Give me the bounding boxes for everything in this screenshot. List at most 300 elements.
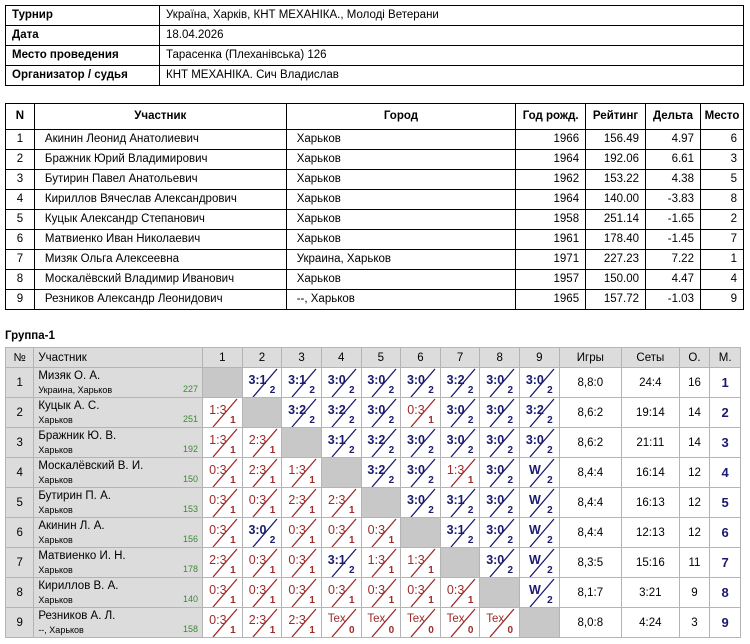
- match-result-cell[interactable]: [520, 518, 560, 548]
- grid-player-city: Харьков: [38, 445, 73, 455]
- match-score: 3:0: [248, 523, 267, 537]
- grid-row-number: 3: [6, 428, 34, 458]
- grid-place: 3: [710, 428, 741, 458]
- grid-row: [6, 518, 741, 548]
- match-result-cell[interactable]: [321, 518, 361, 548]
- match-result-cell[interactable]: [242, 578, 282, 608]
- match-result-cell[interactable]: [203, 578, 243, 608]
- participant-place: 9: [700, 290, 743, 310]
- grid-place: 2: [710, 398, 741, 428]
- match-score: 2:3: [288, 493, 306, 507]
- match-result-cell[interactable]: [480, 608, 520, 638]
- match-result-cell[interactable]: [440, 458, 480, 488]
- match-result-cell[interactable]: [401, 458, 441, 488]
- grid-sets: 4:24: [621, 608, 679, 638]
- match-result-cell[interactable]: [242, 488, 282, 518]
- match-score: 2:3: [209, 553, 227, 567]
- grid-self-cell: [321, 458, 361, 488]
- match-result-cell[interactable]: [480, 428, 520, 458]
- grid-player-name: Бражник Ю. В.: [38, 430, 117, 442]
- participant-rating: 153.22: [586, 170, 646, 190]
- match-result-cell[interactable]: [480, 548, 520, 578]
- participant-rating: 227.23: [586, 250, 646, 270]
- grid-player-rating: 178: [183, 564, 199, 574]
- participant-city: Харьков: [286, 210, 515, 230]
- match-result-cell[interactable]: [520, 428, 560, 458]
- match-points: 2: [507, 385, 514, 396]
- match-result-cell[interactable]: [321, 548, 361, 578]
- match-result-cell[interactable]: [401, 428, 441, 458]
- grid-header-opponent: 2: [242, 348, 282, 368]
- match-result-cell[interactable]: [440, 518, 480, 548]
- match-result-cell[interactable]: [520, 488, 560, 518]
- match-result-cell[interactable]: [203, 488, 243, 518]
- match-result-cell[interactable]: [440, 368, 480, 398]
- grid-player-rating: 251: [183, 414, 199, 424]
- match-result-cell[interactable]: [401, 578, 441, 608]
- grid-player-city: Украина, Харьков: [38, 385, 113, 395]
- match-points: 1: [230, 415, 236, 426]
- match-points: 1: [467, 475, 474, 486]
- grid-player-cell: [34, 518, 203, 548]
- match-score: 0:3: [288, 523, 306, 537]
- match-result-cell[interactable]: [282, 518, 322, 548]
- match-points: 0: [428, 625, 434, 636]
- participant-place: 3: [700, 150, 743, 170]
- match-result-cell[interactable]: [401, 548, 441, 578]
- match-result-cell[interactable]: [361, 398, 401, 428]
- match-score: 3:1: [327, 553, 346, 567]
- grid-player-cell: [34, 398, 203, 428]
- match-points: 2: [467, 535, 474, 546]
- grid-player-city: Харьков: [38, 565, 73, 575]
- participant-row: [6, 290, 744, 310]
- match-result-cell[interactable]: [203, 608, 243, 638]
- match-result-cell[interactable]: [361, 428, 401, 458]
- grid-row: [6, 548, 741, 578]
- match-score: 3:0: [446, 433, 465, 447]
- match-points: 1: [467, 595, 474, 606]
- match-result-cell[interactable]: [321, 488, 361, 518]
- match-points: 0: [467, 625, 474, 636]
- participant-rating: 178.40: [586, 230, 646, 250]
- info-value: Україна, Харків, КНТ МЕХАНІКА., Молоді Ветерани: [160, 6, 744, 26]
- match-result-cell[interactable]: [282, 368, 322, 398]
- grid-points: 12: [679, 518, 710, 548]
- match-points: 2: [428, 505, 434, 516]
- match-result-cell[interactable]: [282, 608, 322, 638]
- match-score: 0:3: [367, 583, 386, 597]
- info-key: Турнир: [6, 6, 160, 26]
- match-result-cell[interactable]: [520, 368, 560, 398]
- grid-row-number: 8: [6, 578, 34, 608]
- participant-n: 2: [6, 150, 35, 170]
- match-score: 3:1: [446, 523, 465, 537]
- participant-row: [6, 250, 744, 270]
- match-points: 2: [547, 565, 553, 576]
- participant-place: 4: [700, 270, 743, 290]
- match-points: 2: [388, 385, 395, 396]
- match-points: 2: [547, 595, 553, 606]
- participants-table: [5, 103, 744, 310]
- grid-self-cell: [242, 398, 282, 428]
- grid-player-rating: 153: [183, 504, 199, 514]
- grid-games: 8,6:2: [559, 428, 621, 458]
- match-score: 3:0: [486, 373, 505, 387]
- match-score: 0:3: [407, 403, 425, 417]
- grid-player-name: Акинин Л. А.: [38, 520, 105, 532]
- match-result-cell[interactable]: [440, 488, 480, 518]
- col-header-delta: Дельта: [646, 104, 701, 130]
- participant-year: 1958: [516, 210, 586, 230]
- grid-self-cell: [203, 368, 243, 398]
- match-result-cell[interactable]: [203, 548, 243, 578]
- grid-row: [6, 398, 741, 428]
- match-result-cell[interactable]: [242, 458, 282, 488]
- match-score: 3:0: [406, 433, 426, 447]
- participant-name: Кириллов Вячеслав Александрович: [34, 190, 286, 210]
- grid-points: 14: [679, 428, 710, 458]
- match-points: 1: [428, 565, 434, 576]
- match-score: 3:1: [446, 493, 465, 507]
- match-score: 3:0: [486, 523, 505, 537]
- grid-row-number: 4: [6, 458, 34, 488]
- match-score: 3:0: [367, 373, 386, 387]
- match-result-cell[interactable]: [321, 368, 361, 398]
- match-result-cell[interactable]: [203, 458, 243, 488]
- grid-row-number: 1: [6, 368, 34, 398]
- grid-place: 4: [710, 458, 741, 488]
- match-result-cell[interactable]: [361, 578, 401, 608]
- group-title: Группа-1: [5, 330, 55, 342]
- match-points: 1: [309, 595, 315, 606]
- participant-delta: -1.03: [646, 290, 701, 310]
- match-points: 1: [230, 565, 236, 576]
- match-score: 1:3: [209, 403, 227, 417]
- match-score: 3:2: [288, 403, 307, 417]
- match-points: 2: [428, 385, 434, 396]
- participant-place: 8: [700, 190, 743, 210]
- match-result-cell[interactable]: [282, 458, 322, 488]
- match-score: 3:2: [446, 373, 465, 387]
- match-score: 3:0: [525, 433, 544, 447]
- grid-player-rating: 150: [183, 474, 199, 484]
- grid-row: [6, 578, 741, 608]
- match-result-cell[interactable]: [480, 488, 520, 518]
- match-result-cell[interactable]: [282, 548, 322, 578]
- info-value: Тарасенка (Плеханівська) 126: [160, 46, 744, 66]
- match-points: 2: [388, 445, 395, 456]
- match-result-cell[interactable]: [520, 578, 560, 608]
- match-score: 0:3: [288, 583, 306, 597]
- match-result-cell[interactable]: [401, 608, 441, 638]
- match-score: W: [528, 463, 541, 477]
- match-result-cell[interactable]: [361, 368, 401, 398]
- match-points: 1: [309, 535, 315, 546]
- match-result-cell[interactable]: [203, 428, 243, 458]
- match-result-cell[interactable]: [242, 518, 282, 548]
- grid-player-rating: 227: [183, 384, 199, 394]
- participant-delta: 7.22: [646, 250, 701, 270]
- match-points: 1: [309, 475, 315, 486]
- match-points: 2: [348, 445, 355, 456]
- grid-player-city: --, Харьков: [38, 625, 84, 635]
- match-result-cell[interactable]: [361, 518, 401, 548]
- grid-points: 12: [679, 488, 710, 518]
- participant-delta: -3.83: [646, 190, 701, 210]
- grid-sets: 21:11: [621, 428, 679, 458]
- match-result-cell[interactable]: [282, 578, 322, 608]
- grid-player-rating: 158: [183, 624, 199, 634]
- participant-city: Харьков: [286, 190, 515, 210]
- participant-city: Харьков: [286, 270, 515, 290]
- participant-year: 1961: [516, 230, 586, 250]
- match-result-cell[interactable]: [480, 458, 520, 488]
- match-score: 2:3: [248, 433, 267, 447]
- participant-row: [6, 210, 744, 230]
- match-points: 1: [348, 505, 355, 516]
- match-points: 0: [388, 625, 395, 636]
- match-result-cell[interactable]: [361, 548, 401, 578]
- grid-player-cell: [34, 578, 203, 608]
- match-points: 2: [547, 475, 553, 486]
- match-result-cell[interactable]: [401, 368, 441, 398]
- match-result-cell[interactable]: [480, 368, 520, 398]
- match-result-cell[interactable]: [440, 578, 480, 608]
- grid-sets: 19:14: [621, 398, 679, 428]
- match-points: 1: [388, 595, 395, 606]
- grid-player-city: Харьков: [38, 595, 73, 605]
- match-score: 0:3: [367, 523, 386, 537]
- match-score: Tex: [367, 613, 386, 625]
- match-result-cell[interactable]: [480, 398, 520, 428]
- match-result-cell[interactable]: [321, 608, 361, 638]
- match-result-cell[interactable]: [440, 608, 480, 638]
- info-row: [6, 26, 744, 46]
- grid-games: 8,4:4: [559, 488, 621, 518]
- match-result-cell[interactable]: [361, 458, 401, 488]
- match-points: 2: [507, 445, 514, 456]
- grid-header-opponent: 8: [480, 348, 520, 368]
- match-score: Tex: [327, 613, 346, 625]
- match-result-cell[interactable]: [440, 398, 480, 428]
- match-score: 3:0: [486, 403, 505, 417]
- match-result-cell[interactable]: [321, 428, 361, 458]
- match-result-cell[interactable]: [203, 398, 243, 428]
- participant-delta: -1.45: [646, 230, 701, 250]
- grid-player-rating: 192: [183, 444, 199, 454]
- grid-player-cell: [34, 548, 203, 578]
- participant-row: [6, 130, 744, 150]
- col-header-n: N: [6, 104, 35, 130]
- match-points: 1: [230, 505, 236, 516]
- participant-row: [6, 190, 744, 210]
- info-row: [6, 66, 744, 86]
- match-result-cell[interactable]: [440, 428, 480, 458]
- match-points: 1: [230, 475, 236, 486]
- match-result-cell[interactable]: [242, 548, 282, 578]
- grid-header-games: Игры: [559, 348, 621, 368]
- match-score: 3:1: [248, 373, 267, 387]
- participant-row: [6, 270, 744, 290]
- match-score: 0:3: [209, 583, 227, 597]
- match-points: 0: [348, 625, 355, 636]
- grid-sets: 3:21: [621, 578, 679, 608]
- match-result-cell[interactable]: [401, 398, 441, 428]
- grid-place: 1: [710, 368, 741, 398]
- participant-year: 1966: [516, 130, 586, 150]
- match-result-cell[interactable]: [203, 518, 243, 548]
- grid-sets: 16:13: [621, 488, 679, 518]
- match-score: W: [528, 493, 541, 507]
- match-points: 2: [309, 415, 315, 426]
- grid-player-city: Харьков: [38, 535, 73, 545]
- grid-self-cell: [282, 428, 322, 458]
- grid-points: 3: [679, 608, 710, 638]
- match-points: 2: [547, 445, 553, 456]
- grid-player-name: Кириллов В. А.: [38, 580, 119, 592]
- match-points: 1: [269, 595, 276, 606]
- participant-year: 1957: [516, 270, 586, 290]
- match-points: 2: [467, 415, 474, 426]
- grid-player-rating: 156: [183, 534, 199, 544]
- grid-player-name: Мизяк О. А.: [38, 370, 101, 382]
- match-score: 3:2: [327, 403, 346, 417]
- match-score: 1:3: [407, 553, 425, 567]
- grid-header-opponent: 9: [520, 348, 560, 368]
- grid-header-opponent: 7: [440, 348, 480, 368]
- match-score: 3:1: [288, 373, 307, 387]
- grid-row: [6, 488, 741, 518]
- grid-header-o: О.: [679, 348, 710, 368]
- grid-header-opponent: 5: [361, 348, 401, 368]
- match-score: Tex: [486, 613, 505, 625]
- match-result-cell[interactable]: [401, 488, 441, 518]
- grid-games: 8,4:4: [559, 518, 621, 548]
- match-score: 3:0: [406, 463, 426, 477]
- match-result-cell[interactable]: [520, 398, 560, 428]
- participant-delta: 4.97: [646, 130, 701, 150]
- participant-name: Резников Александр Леонидович: [34, 290, 286, 310]
- grid-sets: 12:13: [621, 518, 679, 548]
- match-points: 2: [388, 415, 395, 426]
- participant-row: [6, 170, 744, 190]
- match-score: 3:2: [367, 463, 386, 477]
- match-score: 1:3: [367, 553, 386, 567]
- match-points: 2: [507, 475, 514, 486]
- match-result-cell[interactable]: [361, 608, 401, 638]
- grid-sets: 15:16: [621, 548, 679, 578]
- participant-n: 3: [6, 170, 35, 190]
- match-score: 3:2: [525, 403, 544, 417]
- grid-self-cell: [440, 548, 480, 578]
- grid-sets: 24:4: [621, 368, 679, 398]
- grid-points: 14: [679, 398, 710, 428]
- grid-player-cell: [34, 428, 203, 458]
- match-score: 3:0: [327, 373, 346, 387]
- match-score: 0:3: [248, 493, 267, 507]
- match-result-cell[interactable]: [520, 458, 560, 488]
- grid-games: 8,6:2: [559, 398, 621, 428]
- participant-name: Мизяк Ольга Алексеевна: [34, 250, 286, 270]
- match-score: 0:3: [328, 523, 346, 537]
- grid-player-rating: 140: [183, 594, 199, 604]
- match-points: 0: [507, 625, 514, 636]
- match-points: 2: [507, 415, 514, 426]
- participant-year: 1965: [516, 290, 586, 310]
- match-score: Tex: [446, 613, 465, 625]
- match-result-cell[interactable]: [242, 368, 282, 398]
- match-points: 2: [547, 535, 553, 546]
- match-score: 0:3: [209, 523, 227, 537]
- match-points: 2: [428, 475, 434, 486]
- match-score: 3:0: [486, 493, 505, 507]
- participant-n: 4: [6, 190, 35, 210]
- grid-player-name: Бутирин П. А.: [38, 490, 111, 502]
- grid-self-cell: [401, 518, 441, 548]
- match-result-cell[interactable]: [321, 398, 361, 428]
- participant-city: --, Харьков: [286, 290, 515, 310]
- grid-games: 8,3:5: [559, 548, 621, 578]
- match-result-cell[interactable]: [520, 548, 560, 578]
- match-score: 3:2: [367, 433, 386, 447]
- match-points: 2: [388, 475, 395, 486]
- participant-place: 5: [700, 170, 743, 190]
- participant-name: Матвиенко Иван Николаевич: [34, 230, 286, 250]
- grid-player-cell: [34, 488, 203, 518]
- match-points: 2: [269, 535, 276, 546]
- match-points: 2: [467, 445, 474, 456]
- match-result-cell[interactable]: [242, 428, 282, 458]
- participant-name: Акинин Леонид Анатолиевич: [34, 130, 286, 150]
- match-result-cell[interactable]: [480, 518, 520, 548]
- participant-year: 1964: [516, 190, 586, 210]
- match-result-cell[interactable]: [282, 488, 322, 518]
- match-points: 2: [507, 535, 514, 546]
- grid-row: [6, 368, 741, 398]
- participant-year: 1964: [516, 150, 586, 170]
- match-score: W: [528, 553, 541, 567]
- grid-header-name: Участник: [34, 348, 203, 368]
- match-score: W: [528, 583, 541, 597]
- match-points: 2: [547, 415, 553, 426]
- grid-player-cell: [34, 368, 203, 398]
- match-score: 1:3: [209, 433, 227, 447]
- grid-games: 8,8:0: [559, 368, 621, 398]
- grid-player-city: Харьков: [38, 415, 73, 425]
- grid-self-cell: [361, 488, 401, 518]
- col-header-year: Год рожд.: [516, 104, 586, 130]
- participants-header-row: [6, 104, 744, 130]
- match-result-cell[interactable]: [242, 608, 282, 638]
- participant-rating: 156.49: [586, 130, 646, 150]
- participant-delta: -1.65: [646, 210, 701, 230]
- match-score: 2:3: [248, 613, 267, 627]
- participant-name: Бражник Юрий Владимирович: [34, 150, 286, 170]
- grid-player-city: Харьков: [38, 505, 73, 515]
- info-row: [6, 6, 744, 26]
- participant-rating: 251.14: [586, 210, 646, 230]
- tournament-info-table: [5, 5, 744, 86]
- grid-points: 16: [679, 368, 710, 398]
- match-result-cell[interactable]: [321, 578, 361, 608]
- match-result-cell[interactable]: [282, 398, 322, 428]
- match-points: 1: [309, 505, 315, 516]
- match-score: 3:0: [486, 553, 505, 567]
- participant-city: Украина, Харьков: [286, 250, 515, 270]
- grid-player-cell: [34, 458, 203, 488]
- info-key: Организатор / судья: [6, 66, 160, 86]
